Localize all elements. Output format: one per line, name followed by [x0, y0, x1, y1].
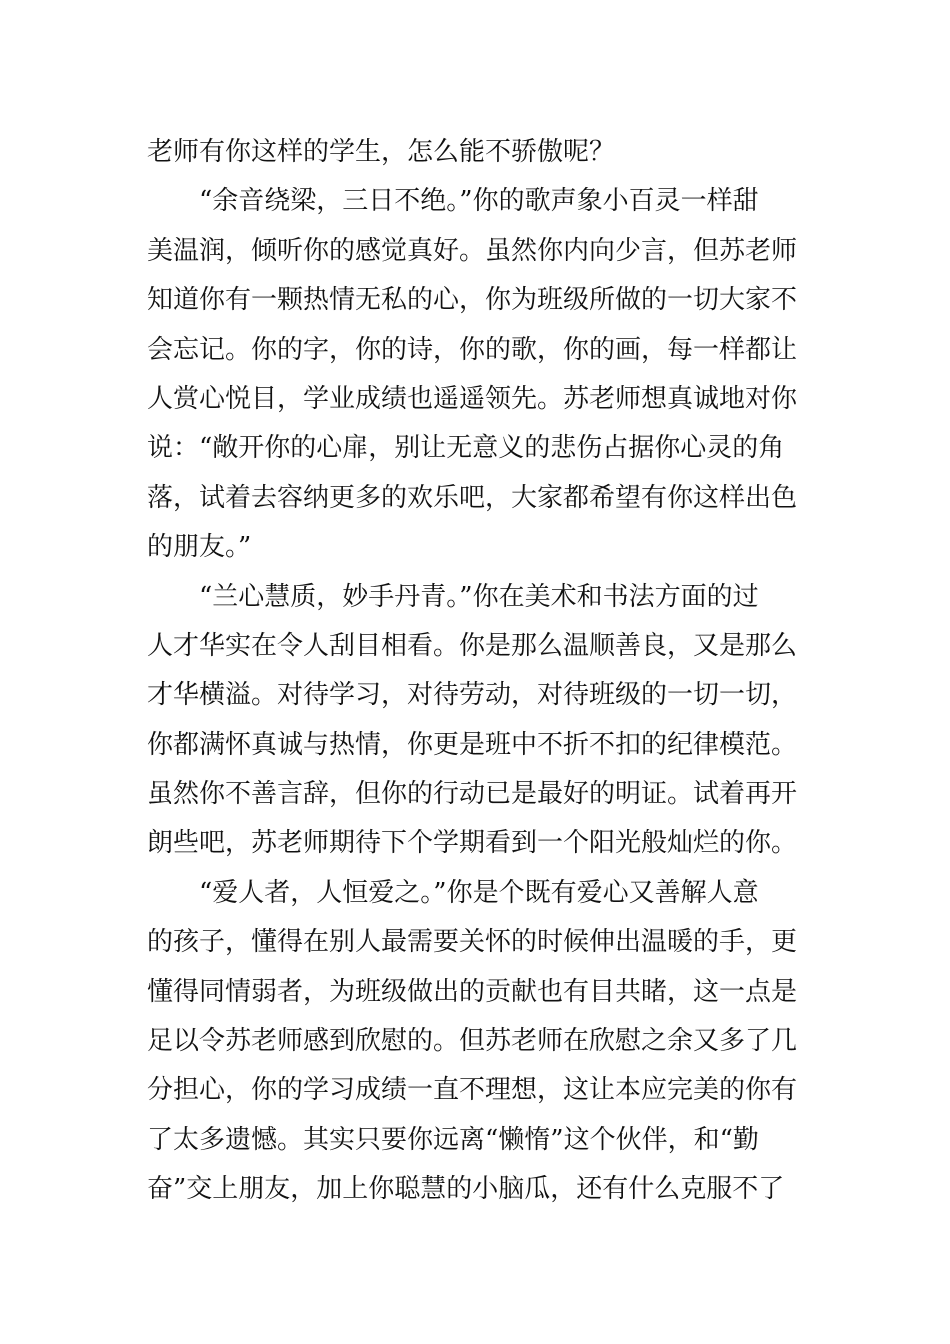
- text-line: 奋”交上朋友，加上你聪慧的小脑瓜，还有什么克服不了: [147, 1174, 785, 1205]
- text-line: 你都满怀真诚与热情，你更是班中不折不扣的纪律模范。: [147, 729, 798, 760]
- text-line: 落，试着去容纳更多的欢乐吧，大家都希望有你这样出色: [147, 482, 798, 513]
- paragraph-start-line: “余音绕梁，三日不绝。”你的歌声象小百灵一样甜: [199, 186, 759, 217]
- text-line: 朗些吧，苏老师期待下个学期看到一个阳光般灿烂的你。: [147, 828, 798, 859]
- text-line: 人才华实在令人刮目相看。你是那么温顺善良，又是那么: [147, 630, 798, 661]
- text-line: 虽然你不善言辞，但你的行动已是最好的明证。试着再开: [147, 779, 798, 810]
- text-line: 的孩子，懂得在别人最需要关怀的时候伸出温暖的手，更: [147, 927, 798, 958]
- paragraph-start-line: “爱人者，人恒爱之。”你是个既有爱心又善解人意: [199, 877, 759, 908]
- text-line: 会忘记。你的字，你的诗，你的歌，你的画，每一样都让: [147, 334, 798, 365]
- text-line: 说：“敞开你的心扉，别让无意义的悲伤占据你心灵的角: [147, 433, 785, 464]
- text-line: 知道你有一颗热情无私的心，你为班级所做的一切大家不: [147, 285, 798, 316]
- text-line: 美温润，倾听你的感觉真好。虽然你内向少言，但苏老师: [147, 235, 798, 266]
- text-line: 人赏心悦目，学业成绩也遥遥领先。苏老师想真诚地对你: [147, 383, 798, 414]
- text-line: 分担心，你的学习成绩一直不理想，这让本应完美的你有: [147, 1075, 798, 1106]
- text-line: 才华横溢。对待学习，对待劳动，对待班级的一切一切，: [147, 680, 798, 711]
- text-line: 懂得同情弱者，为班级做出的贡献也有目共睹，这一点是: [147, 976, 798, 1007]
- text-line: 老师有你这样的学生，怎么能不骄傲呢？: [147, 137, 616, 167]
- text-line: 足以令苏老师感到欣慰的。但苏老师在欣慰之余又多了几: [147, 1026, 798, 1057]
- text-line: 了太多遗憾。其实只要你远离“懒惰”这个伙伴，和“勤: [147, 1124, 759, 1155]
- paragraph-start-line: “兰心慧质，妙手丹青。”你在美术和书法方面的过: [199, 581, 759, 612]
- text-line: 的朋友。”: [147, 532, 252, 563]
- document-body: [147, 128, 807, 1215]
